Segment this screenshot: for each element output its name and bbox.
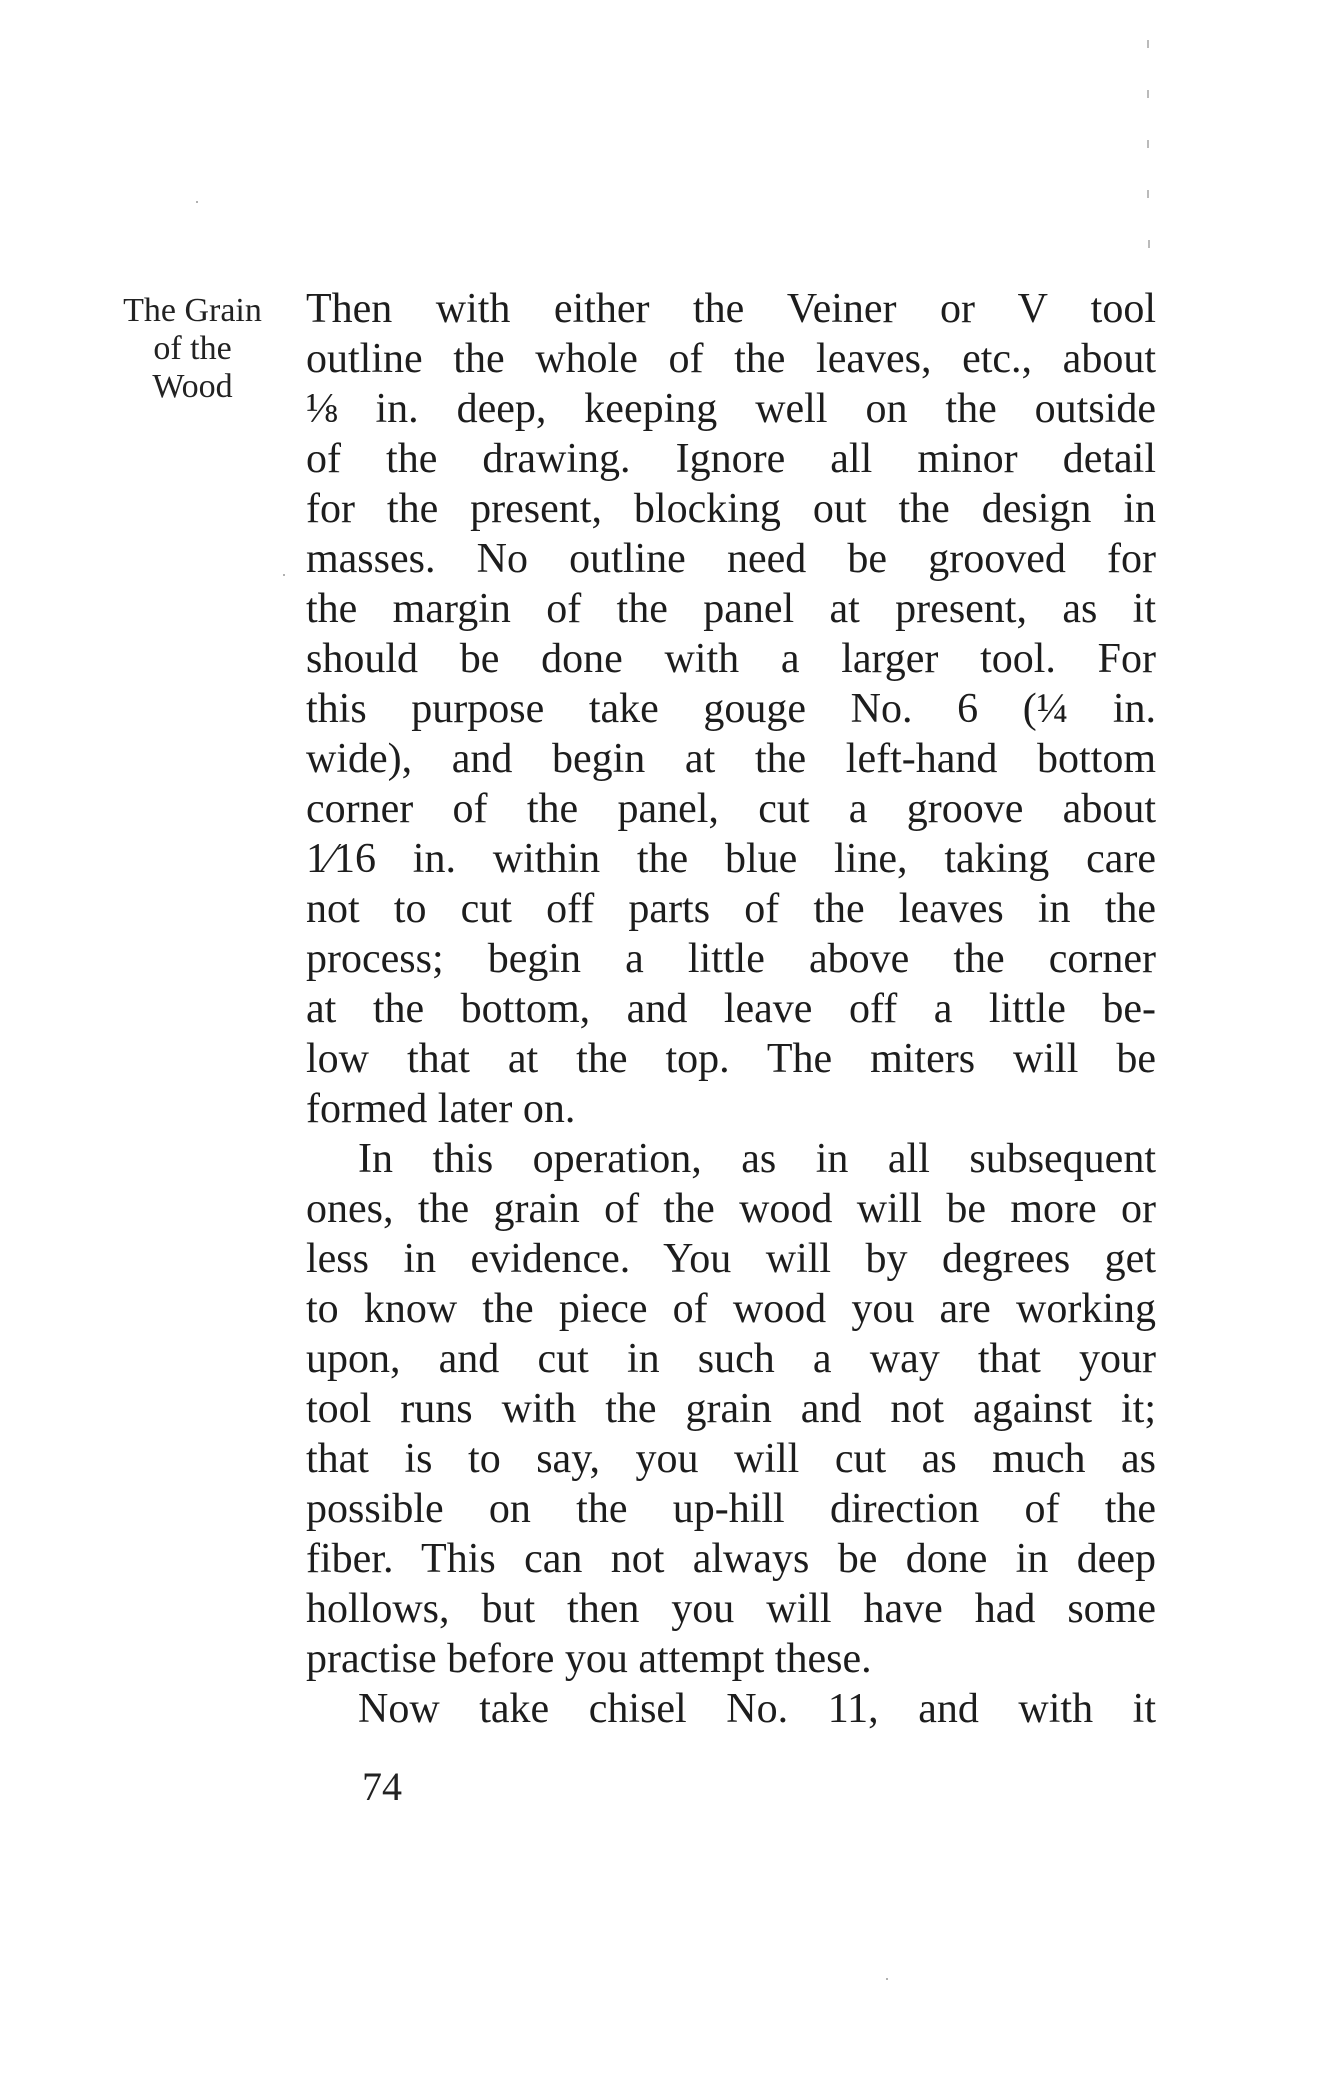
text-line: should be done with a larger tool. For [306,636,1156,682]
scan-edge-mark [1147,190,1149,198]
margin-note-line: The Grain [123,292,262,329]
page-number: 74 [362,1764,402,1809]
text-line: not to cut off parts of the leaves in the [306,886,1156,932]
text-line: this purpose take gouge No. 6 (¼ in. [306,686,1156,732]
scan-speck [283,574,285,576]
body-text [306,284,1156,1734]
text-line: wide), and begin at the left-hand bottom [306,736,1156,782]
text-line: 1⁄16 in. within the blue line, taking care [306,836,1156,882]
scan-speck [886,1978,888,1980]
text-line: process; begin a little above the corner [306,936,1156,982]
text-line: practise before you attempt these. [306,1636,872,1682]
text-line: In this operation, as in all subsequent [358,1136,1156,1182]
text-line: masses. No outline need be grooved for [306,536,1156,582]
scan-edge-mark [1147,40,1149,48]
scan-edge-mark [1148,240,1150,248]
text-line: fiber. This can not always be done in deep [306,1536,1156,1582]
text-line: corner of the panel, cut a groove about [306,786,1156,832]
margin-note-line: of the [153,330,232,367]
text-line: possible on the up-hill direction of the [306,1486,1156,1532]
margin-note-line: Wood [152,368,233,405]
text-line: outline the whole of the leaves, etc., about [306,336,1156,382]
text-line: to know the piece of wood you are working [306,1286,1156,1332]
text-line: upon, and cut in such a way that your [306,1336,1156,1382]
text-line: Then with either the Veiner or V tool [306,286,1156,332]
text-line: at the bottom, and leave off a little be- [306,986,1156,1032]
scan-edge-mark [1147,90,1149,98]
scan-edge-mark [1147,140,1149,148]
text-line: less in evidence. You will by degrees get [306,1236,1156,1282]
text-line: hollows, but then you will have had some [306,1586,1156,1632]
text-line: of the drawing. Ignore all minor detail [306,436,1156,482]
text-line: that is to say, you will cut as much as [306,1436,1156,1482]
text-line: Now take chisel No. 11, and with it [358,1686,1156,1732]
text-line: tool runs with the grain and not against it; [306,1386,1156,1432]
text-line: formed later on. [306,1086,576,1132]
text-line: ⅛ in. deep, keeping well on the outside [306,386,1156,432]
text-line: ones, the grain of the wood will be more or [306,1186,1156,1232]
text-line: the margin of the panel at present, as it [306,586,1156,632]
text-line: low that at the top. The miters will be [306,1036,1156,1082]
scan-speck [196,201,198,203]
text-line: for the present, blocking out the design in [306,486,1156,532]
margin-note [100,292,285,406]
